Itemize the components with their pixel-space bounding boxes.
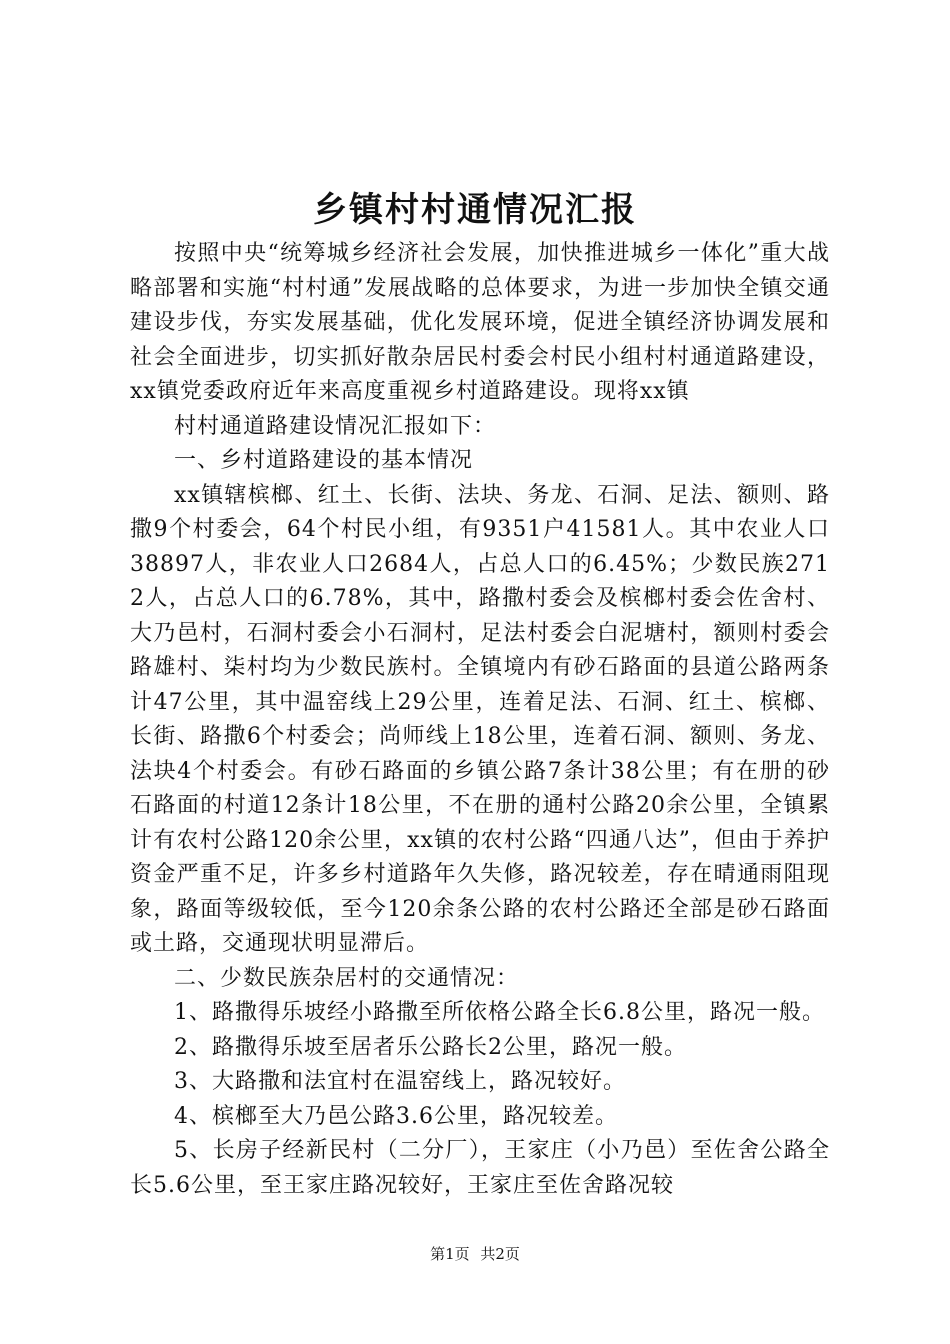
- list-item-5: 5、长房子经新民村（二分厂），王家庄（小乃邑）至佐舍公路全长5.6公里，至王家庄路况较好，王家庄至佐舍路况较: [130, 1138, 830, 1198]
- section-heading-1: 一、乡村道路建设的基本情况: [174, 448, 474, 473]
- document-title: 乡镇村村通情况汇报: [313, 190, 637, 230]
- list-item-4: 4、槟榔至大乃邑公路3.6公里，路况较差。: [174, 1103, 618, 1129]
- paragraph-intro: 按照中央“统筹城乡经济社会发展，加快推进城乡一体化”重大战略部署和实施“村村通”发展战略的总体要求，为进一步加快全镇交通建设步伐，夯实发展基础，优化发展环境，促进全镇经济协调发展和社会全面进步，切实抓好散杂居民村委会村民小组村村通道路建设，xx镇党委政府近年来高度重视乡村道路建设。现将xx镇: [130, 241, 830, 404]
- list-item-3: 3、大路撒和法宜村在温窑线上，路况较好。: [174, 1069, 626, 1094]
- page-footer: [0, 1244, 950, 1264]
- list-item-1: 1、路撒得乐坡经小路撒至所依格公路全长6.8公里，路况一般。: [174, 1000, 825, 1025]
- list-item-2: 2、路撒得乐坡至居者乐公路长2公里，路况一般。: [174, 1034, 687, 1060]
- page-total: 共2页: [480, 1245, 520, 1263]
- document-body: [130, 237, 830, 1203]
- paragraph-intro-continued: 村村通道路建设情况汇报如下：: [174, 413, 497, 439]
- paragraph-basic-situation: xx镇辖槟榔、红土、长街、法块、务龙、石洞、足法、额则、路撒9个村委会，64个村民小组，有9351户41581人。其中农业人口38897人，非农业人口2684人，占总人口的6.45%；少数民族2712人，占总人口的6.78%，其中，路撒村委会及槟榔村委会佐舍村、大乃邑村，石洞村委会小石洞村，足法村委会白泥塘村，额则村委会路雄村、柒村均为少数民族村。全镇境内有砂石路面的县道公路两条计47公里，其中温窑线上29公里，连着足法、石洞、红土、槟榔、长街、路撒6个村委会；尚师线上18公里，连着石洞、额则、务龙、法块4个村委会。有砂石路面的乡镇公路7条计38公里；有在册的砂石路面的村道12条计18公里，不在册的通村公路20余公里，全镇累计有农村公路120余公里，xx镇的农村公路“四通八达”，但由于养护资金严重不足，许多乡村道路年久失修，路况较差，存在晴通雨阻现象，路面等级较低，至今120余条公路的农村公路还全部是砂石路面或土路，交通现状明显滞后。: [130, 482, 830, 956]
- page-number: 第1页: [430, 1245, 470, 1263]
- section-heading-2: 二、少数民族杂居村的交通情况：: [174, 965, 520, 991]
